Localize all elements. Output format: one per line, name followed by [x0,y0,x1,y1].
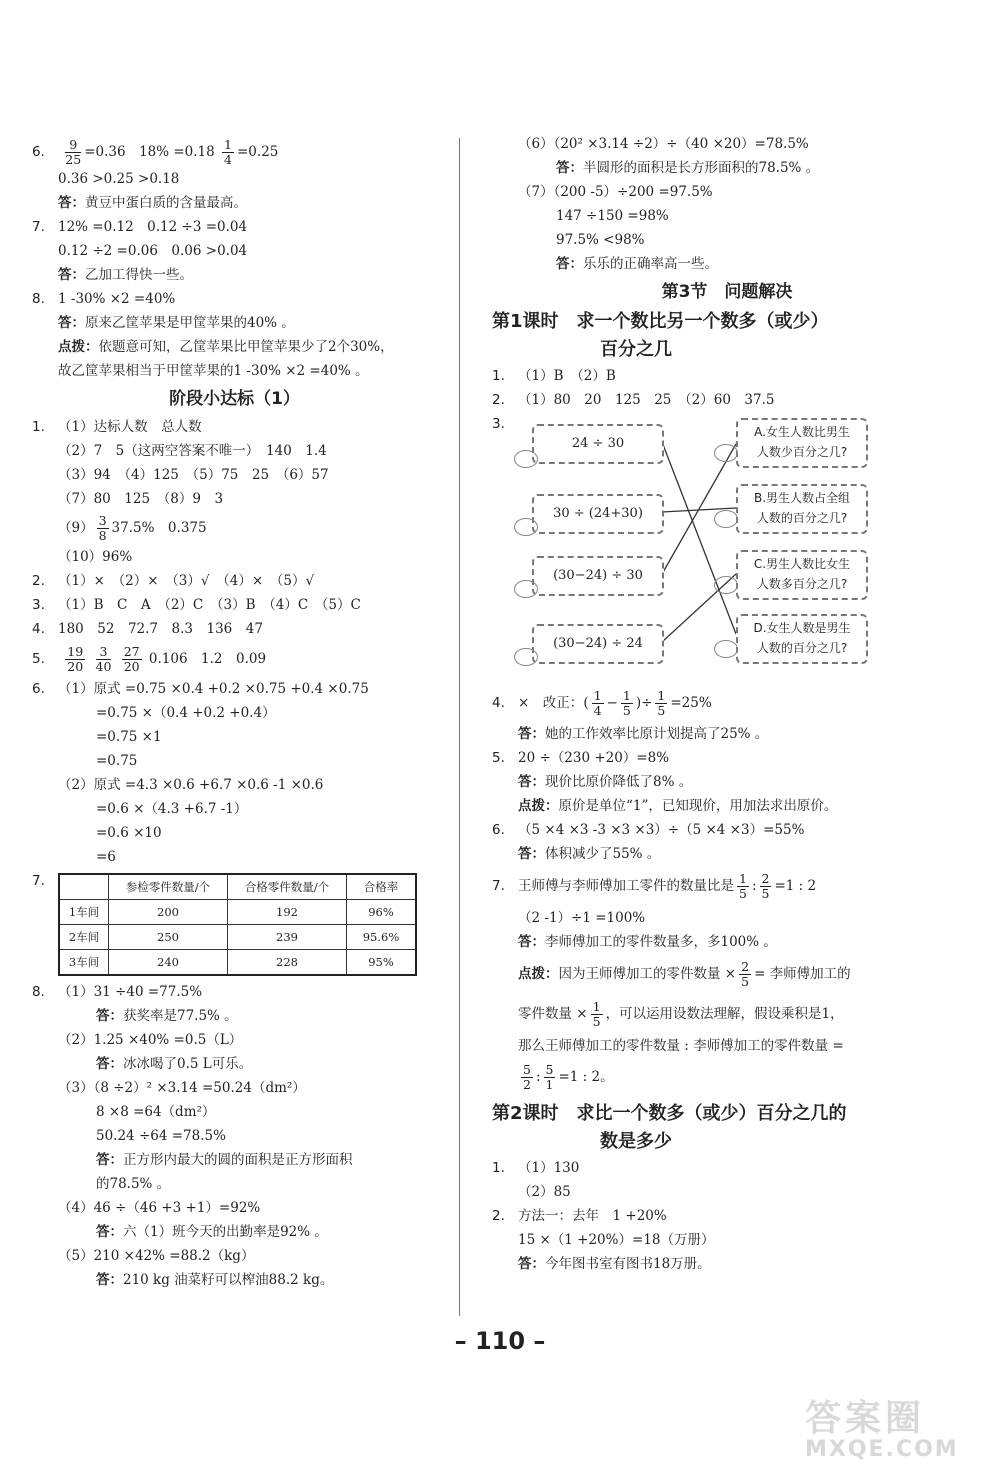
watermark: 答案圈 MXQE.COM [805,1398,959,1462]
lesson1-title-cont: 百分之几 [600,339,672,360]
flower-icon [514,648,538,666]
q7-line1: 7. 12% =0.12 0.12 ÷3 =0.04 [32,219,248,235]
fraction: $\frac{1}{5}$ [739,871,747,901]
fraction: $\frac{3}{8}$ [98,513,107,543]
right-box: A.女生人数比男生 人数少百分之几? [736,418,868,468]
fraction: $\frac{1}{5}$ [657,688,666,718]
s6-a4: =0.75 [96,753,138,769]
q6-answer: 答：黄豆中蛋白质的含量最高。 [58,195,247,211]
table-row: 2车间 250 239 95.6% [59,925,416,950]
p1-line2: （2）85 [518,1184,571,1200]
page-number: – 110 – [454,1327,546,1355]
s8-p3: （3）（8 ÷2）² ×3.14 =50.24（dm²） [58,1080,306,1096]
flower-icon [514,518,538,536]
flower-icon [514,580,538,598]
s6-b2: =0.6 ×（4.3 +6.7 -1） [96,801,248,817]
q7-tip3: 那么王师傅加工的零件数量 : 李师傅加工的零件数量 = [518,1038,844,1054]
left-box: 30 ÷ (24+30) [532,494,664,534]
lesson2-title-cont: 数是多少 [600,1131,672,1152]
q6-line1: 6. （5 ×4 ×3 -3 ×3 ×3）÷（5 ×4 ×3）=55% [492,822,805,838]
s3-line1: 3. （1）B C A （2）C （3）B （4）C （5）C [32,597,361,613]
left-box: (30−24) ÷ 24 [532,624,664,664]
s8-p3a2: 的78.5% 。 [96,1176,171,1192]
q7-line1: 7. 王师傅与李师傅加工零件的数量比是 $\frac{1}{5}$ : $\frac{2}{5}$ =1 : 2 [492,871,817,901]
lesson1-title: 第1课时 求一个数比另一个数多（或少） [492,311,829,332]
s6-a2: =0.75 ×（0.4 +0.2 +0.4） [96,705,276,721]
fraction: $\frac{5}{1}$ [545,1062,554,1092]
fraction: $\frac{27}{20}$ [123,644,140,674]
flower-icon [514,450,538,468]
stage-title: 阶段小达标（1） [169,389,300,409]
q7-line2: （2 -1）÷1 =100% [518,910,646,926]
q8-tip2: 故乙筐苹果相当于甲筐苹果的1 -30% ×2 =40% 。 [58,363,369,379]
fraction: $\frac{9}{25}$ [65,137,82,167]
s8-p1: 8. （1）31 ÷40 =77.5% [32,984,203,1000]
r7-answer: 答：乐乐的正确率高一些。 [556,256,718,272]
fraction: $\frac{1}{5}$ [592,999,601,1029]
q7-answer: 答：乙加工得快一些。 [58,267,193,283]
s4-line1: 4. 180 52 72.7 8.3 136 47 [32,621,263,637]
q1-line1: 1. （1）B （2）B [492,368,616,384]
s6-a3: =0.75 ×1 [96,729,162,745]
q7-line2: 0.12 ÷2 =0.06 0.06 >0.04 [58,243,248,259]
flower-icon [714,444,738,462]
left-box: 24 ÷ 30 [532,424,664,464]
s8-p1a: 答：获奖率是77.5% 。 [96,1008,238,1024]
r7-line3: 97.5% <98% [556,232,645,248]
qualification-table: 参检零件数量/个 合格零件数量/个 合格率 1车间 200 192 96% 2车间 250 239 95.6% 3车间 240 228 95% [58,873,417,976]
fraction: $\frac{3}{40}$ [95,644,112,674]
fraction: $\frac{1}{5}$ [622,688,631,718]
s8-p3b: 8 ×8 =64（dm²） [96,1104,216,1120]
s1-line2: （2）7 5（这两空答案不唯一） 140 1.4 [58,443,327,459]
q6-line2: 0.36 >0.25 >0.18 [58,171,180,187]
q5-answer: 答：现价比原价降低了8% 。 [518,774,693,790]
s8-p4a: 答：六（1）班今天的出勤率是92% 。 [96,1224,328,1240]
s1-line1: 1. （1）达标人数 总人数 [32,419,202,435]
s8-p5a: 答：210 kg 油菜籽可以榨油88.2 kg。 [96,1272,334,1288]
q5-line1: 5. 20 ÷（230 +20）=8% [492,750,670,766]
p2-line1: 2. 方法一：去年 1 +20% [492,1208,667,1224]
flower-icon [714,640,738,658]
q7-answer: 答：李师傅加工的零件数量多，多100% 。 [518,934,777,950]
q4-answer: 答：她的工作效率比原计划提高了25% 。 [518,726,769,742]
right-box: B.男生人数占全组 人数的百分之几? [736,484,868,534]
q8-tip: 点拨：依题意可知，乙筐苹果比甲筐苹果少了2个30%， [58,339,394,355]
right-column [492,132,962,1276]
fraction: $\frac{2}{5}$ [741,959,750,989]
section-title: 第3节 问题解决 [661,282,793,302]
right-box: D.女生人数是男生 人数的百分之几? [736,614,868,664]
fraction: $\frac{19}{20}$ [67,644,84,674]
table-row: 1车间 200 192 96% [59,900,416,925]
q8-answer: 答：原来乙筐苹果是甲筐苹果的40% 。 [58,315,295,331]
fraction: $\frac{2}{5}$ [761,871,770,901]
left-box: (30−24) ÷ 30 [532,556,664,596]
q6-answer: 答：体积减少了55% 。 [518,846,661,862]
s1-line3: （3）94 （4）125 （5）75 25 （6）57 [58,467,329,483]
lesson2-title: 第2课时 求比一个数多（或少）百分之几的 [492,1103,847,1124]
q7-tip4: $\frac{5}{2}$ : $\frac{5}{1}$ =1 : 2。 [523,1062,614,1092]
s1-line6: （10）96% [58,549,133,565]
left-column [32,138,437,1292]
q3-matching-diagram: 3. 24 ÷ 30 30 ÷ (24+30) (30−24) ÷ 30 (30−24) ÷ 24 A.女生人数比男生 人数少百分之几? B.男生人数占全组 人数的百分之几? C.男生人数比女生 人数多百分之几? D.女生人数是男生 人数的百分之几? [492,414,962,684]
right-box: C.男生人数比女生 人数多百分之几? [736,550,868,600]
r6-line1: （6）（20² ×3.14 ÷2）÷（40 ×20）=78.5% [518,136,809,152]
fraction: $\frac{1}{4}$ [224,137,232,167]
s6-b4: =6 [96,849,116,865]
s8-p2: （2）1.25 ×40% =0.5（L） [58,1032,243,1048]
s8-p2a: 答：冰冰喝了0.5 L可乐。 [96,1056,253,1072]
s8-p4: （4）46 ÷（46 +3 +1）=92% [58,1200,261,1216]
flower-icon [714,510,738,528]
p2-answer: 答：今年图书室有图书18万册。 [518,1256,711,1272]
p2-line2: 15 ×（1 +20%）=18（万册） [518,1232,715,1248]
s1-line5: （9） $\frac{3}{8}$ 37.5% 0.375 [58,513,207,543]
fraction: $\frac{5}{2}$ [523,1062,531,1092]
s5-line1: 5. $\frac{19}{20}$ $\frac{3}{40}$ $\frac{27}{20}$ 0.106 1.2 0.09 [32,644,267,674]
q7-tip1: 点拨：因为王师傅加工的零件数量 × $\frac{2}{5}$ = 李师傅加工的 [518,959,851,989]
q4-line1: 4. × 改正：( $\frac{1}{4}$ − $\frac{1}{5}$ )÷ $\frac{1}{5}$ =25% [492,688,712,718]
s1-line4: （7）80 125 （8）9 3 [58,491,224,507]
s6-b3: =0.6 ×10 [96,825,162,841]
s6-a1: 6. （1）原式 =0.75 ×0.4 +0.2 ×0.75 +0.4 ×0.75 [32,681,369,697]
r6-answer: 答：半圆形的面积是长方形面积的78.5% 。 [556,160,820,176]
s7-block: 7. 参检零件数量/个 合格零件数量/个 合格率 1车间 200 192 96% 2车间 250 239 95.6% 3车间 240 228 95% [32,873,437,976]
r7-line2: 147 ÷150 =98% [556,208,669,224]
s8-p3c: 50.24 ÷64 =78.5% [96,1128,226,1144]
q6-line1: 6. $\frac{9}{25}$ =0.36 18% =0.18 $\frac{1}{4}$ =0.25 [32,137,279,167]
fraction: $\frac{1}{4}$ [593,688,602,718]
p1-line1: 1. （1）130 [492,1160,580,1176]
q7-tip2: 零件数量 × $\frac{1}{5}$ ，可以运用设数法理解，假设乘积是1， [518,999,844,1029]
s8-p5: （5）210 ×42% =88.2（kg） [58,1248,255,1264]
s6-b1: （2）原式 =4.3 ×0.6 +6.7 ×0.6 -1 ×0.6 [58,777,324,793]
r7-line1: （7）（200 -5）÷200 =97.5% [518,184,713,200]
s2-line1: 2. （1）× （2）× （3）√ （4）× （5）√ [32,573,315,589]
column-divider [459,138,460,1316]
q2-line1: 2. （1）80 20 125 25 （2）60 37.5 [492,392,775,408]
table-row: 3车间 240 228 95% [59,950,416,976]
q5-tip: 点拨：原价是单位“1”，已知现价，用加法求出原价。 [518,798,838,814]
s8-p3a: 答：正方形内最大的圆的面积是正方形面积 [96,1152,353,1168]
flower-icon [714,576,738,594]
q8-line1: 8. 1 -30% ×2 =40% [32,291,176,307]
